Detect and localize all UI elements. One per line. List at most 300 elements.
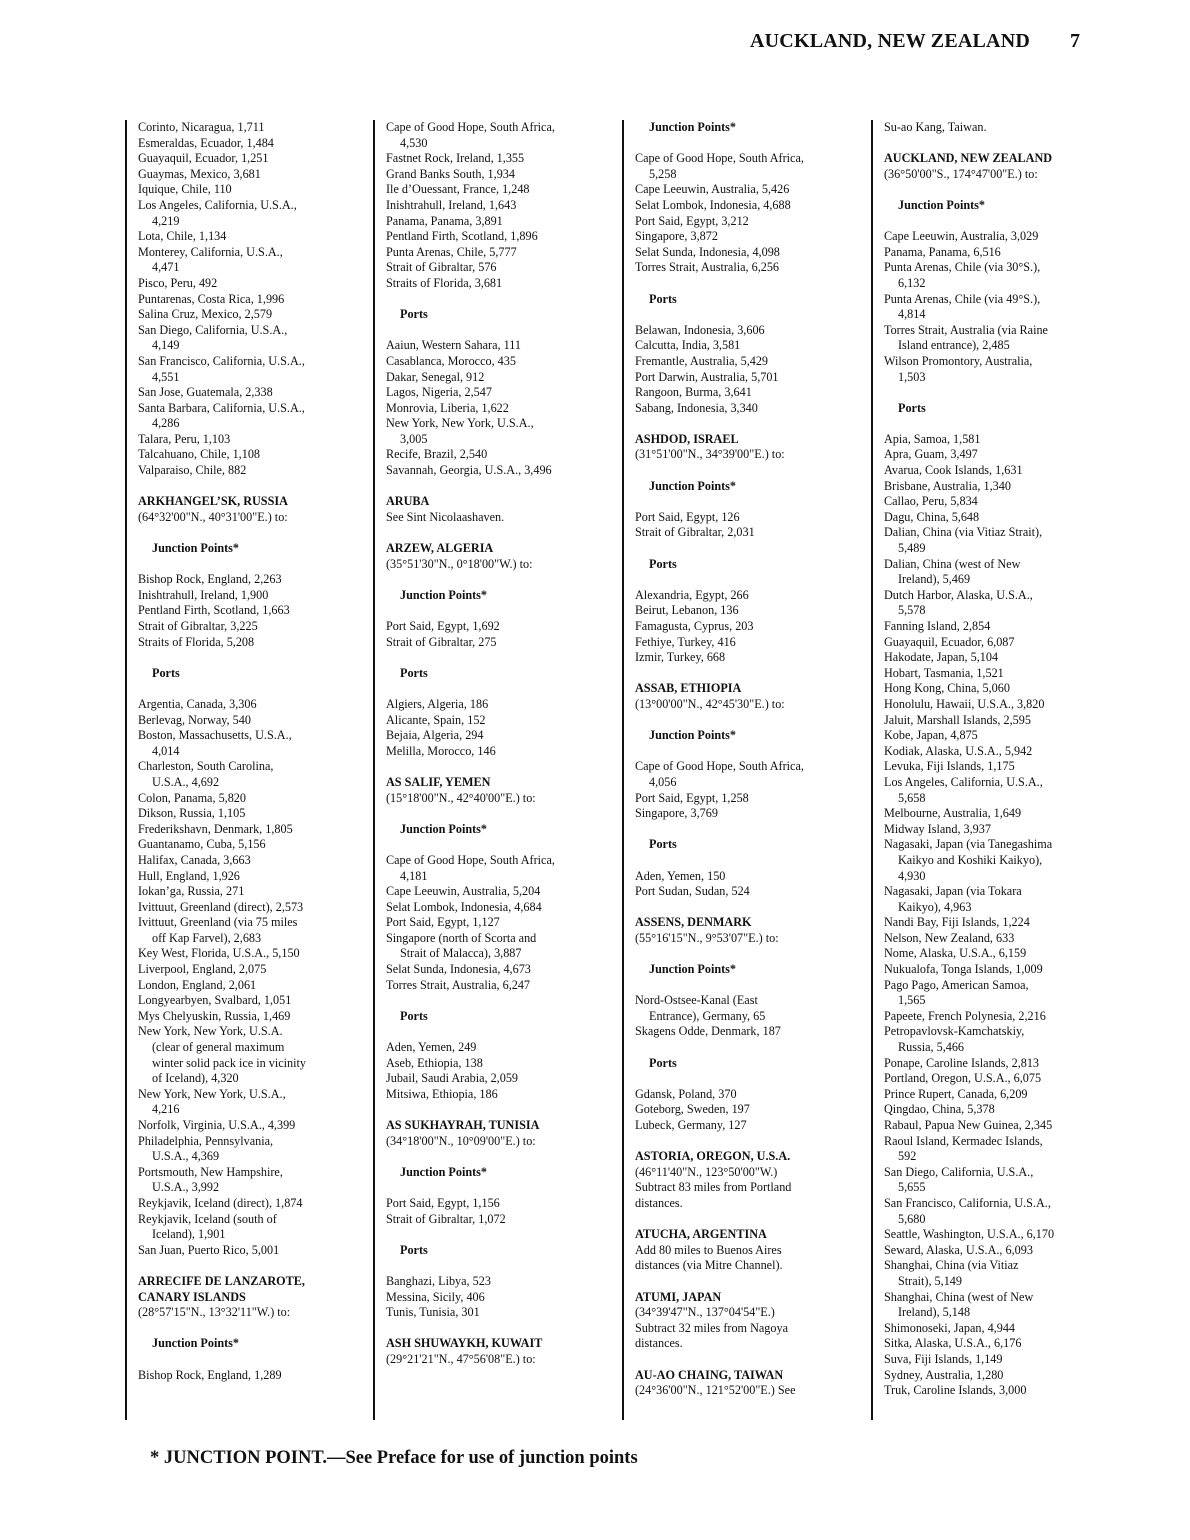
entry-line: Dalian, China (west of New [884, 556, 1021, 571]
entry-line: 4,530 [400, 135, 428, 150]
entry-line: (24°36'00"N., 121°52'00"E.) See [635, 1383, 796, 1398]
section-label: Junction Points* [898, 197, 986, 212]
entry-line: of Iceland), 4,320 [152, 1071, 239, 1086]
distance-table-columns [125, 120, 1085, 1420]
entry-line: Jubail, Saudi Arabia, 2,059 [386, 1071, 519, 1086]
entry-line: Berlevag, Norway, 540 [138, 712, 251, 727]
entry-line: Raoul Island, Kermadec Islands, [884, 1133, 1043, 1148]
entry-line: Prince Rupert, Canada, 6,209 [884, 1086, 1028, 1101]
entry-line: Strait of Gibraltar, 2,031 [635, 525, 755, 540]
spacer [138, 525, 368, 541]
entry-line: 5,680 [898, 1211, 926, 1226]
entry-line: Guantanamo, Cuba, 5,156 [138, 837, 266, 852]
entry-line: Strait of Gibraltar, 3,225 [138, 619, 258, 633]
entry-line: Iquique, Chile, 110 [138, 182, 232, 197]
section-label: Junction Points* [649, 120, 737, 134]
entry-line: (clear of general maximum [152, 1040, 285, 1055]
entry-line: 4,149 [152, 338, 180, 353]
entry-line: off Kap Farvel), 2,683 [152, 930, 262, 945]
entry-line: Dagu, China, 5,648 [884, 509, 980, 524]
section-label: Ports [649, 291, 677, 306]
section-label: Junction Points* [152, 541, 240, 556]
entry-line: Straits of Florida, 3,681 [386, 275, 503, 290]
section-label: Ports [898, 400, 926, 415]
entry-heading: AS SUKHAYRAH, TUNISIA [386, 1118, 540, 1132]
entry-line: Subtract 32 miles from Nagoya [635, 1320, 788, 1335]
section-label: Ports [400, 1008, 428, 1023]
entry-line: Bishop Rock, England, 1,289 [138, 1367, 282, 1382]
entry-line: Papeete, French Polynesia, 2,216 [884, 1008, 1046, 1023]
entry-line: Panama, Panama, 6,516 [884, 244, 1001, 259]
entry-line: Pisco, Peru, 492 [138, 275, 218, 290]
entry-line: Monterey, California, U.S.A., [138, 244, 283, 259]
entry-line: 4,930 [898, 868, 926, 883]
entry-line: Gdansk, Poland, 370 [635, 1086, 737, 1101]
spacer [386, 837, 616, 853]
entry-line: Cape Leeuwin, Australia, 5,204 [386, 884, 541, 899]
entry-heading: ASH SHUWAYKH, KUWAIT [386, 1336, 543, 1351]
entry-line: (46°11'40"N., 123°50'00"W.) [635, 1164, 778, 1179]
entry-line: Apia, Samoa, 1,581 [884, 431, 981, 446]
entry-line: Port Said, Egypt, 3,212 [635, 213, 749, 228]
entry-line: U.S.A., 3,992 [152, 1180, 220, 1195]
section-label: Junction Points* [649, 728, 737, 743]
entry-line: Russia, 5,466 [898, 1040, 965, 1055]
entry-line: Kaikyo), 4,963 [898, 899, 972, 914]
spacer [138, 1258, 368, 1274]
entry-line: San Francisco, California, U.S.A., [884, 1195, 1051, 1210]
entry-line: Lota, Chile, 1,134 [138, 229, 227, 244]
entry-line: Talara, Peru, 1,103 [138, 431, 231, 446]
entry-line: Strait), 5,149 [898, 1273, 962, 1288]
entry-line: Nelson, New Zealand, 633 [884, 930, 1015, 945]
entry-line: Truk, Caroline Islands, 3,000 [884, 1383, 1027, 1398]
section-label: Junction Points* [649, 478, 737, 493]
entry-line: Lagos, Nigeria, 2,547 [386, 385, 492, 400]
spacer [884, 214, 1094, 230]
entry-line: Guayaquil, Ecuador, 6,087 [884, 634, 1015, 649]
entry-line: Hobart, Tasmania, 1,521 [884, 665, 1004, 680]
entry-line: Pago Pago, American Samoa, [884, 977, 1029, 992]
entry-line: (34°39'47"N., 137°04'54"E.) [635, 1305, 775, 1320]
entry-line: Cape Leeuwin, Australia, 5,426 [635, 182, 790, 197]
entry-line: Singapore (north of Scorta and [386, 930, 537, 945]
entry-line: Seattle, Washington, U.S.A., 6,170 [884, 1227, 1055, 1242]
spacer [386, 1258, 616, 1274]
entry-line: Algiers, Algeria, 186 [386, 696, 489, 711]
spacer [635, 136, 865, 152]
entry-line: Argentia, Canada, 3,306 [138, 696, 257, 711]
entry-line: Charleston, South Carolina, [138, 759, 274, 774]
spacer [884, 182, 1094, 198]
entry-line: 4,181 [400, 868, 428, 883]
entry-line: 592 [898, 1149, 917, 1164]
entry-line: 1,565 [898, 993, 926, 1008]
entry-line: Iokan’ga, Russia, 271 [138, 884, 245, 899]
spacer [386, 292, 616, 308]
spacer [635, 572, 865, 588]
spacer [635, 307, 865, 323]
spacer [138, 1321, 368, 1337]
entry-line: San Jose, Guatemala, 2,338 [138, 385, 273, 400]
entry-line: Aaiun, Western Sahara, 111 [386, 338, 521, 353]
section-label: Junction Points* [400, 821, 488, 836]
spacer [386, 759, 616, 775]
entry-line: Nagasaki, Japan (via Tokara [884, 884, 1022, 899]
entry-line: 6,132 [898, 275, 926, 290]
spacer [884, 416, 1094, 432]
entry-line: Add 80 miles to Buenos Aires [635, 1242, 782, 1257]
spacer [386, 1024, 616, 1040]
spacer [386, 525, 616, 541]
entry-line: Kaikyo and Koshiki Kaikyo), [898, 852, 1043, 867]
entry-line: Santa Barbara, California, U.S.A., [138, 400, 305, 415]
section-label: Junction Points* [649, 962, 737, 977]
entry-line: Suva, Fiji Islands, 1,149 [884, 1351, 1003, 1366]
entry-line: Longyearbyen, Svalbard, 1,051 [138, 993, 292, 1008]
entry-line: Salina Cruz, Mexico, 2,579 [138, 307, 273, 322]
spacer [386, 806, 616, 822]
entry-heading: ATUMI, JAPAN [635, 1289, 722, 1304]
entry-line: Melilla, Morocco, 146 [386, 743, 496, 758]
entry-line: Norfolk, Virginia, U.S.A., 4,399 [138, 1118, 296, 1132]
entry-line: Cape Leeuwin, Australia, 3,029 [884, 229, 1039, 244]
entry-heading: ARKHANGEL’SK, RUSSIA [138, 494, 288, 509]
entry-line: Avarua, Cook Islands, 1,631 [884, 463, 1023, 478]
entry-line: distances. [635, 1195, 683, 1210]
spacer [635, 666, 865, 682]
entry-line: San Diego, California, U.S.A., [138, 322, 288, 337]
running-header [0, 30, 1190, 60]
entry-line: Lubeck, Germany, 127 [635, 1118, 747, 1132]
spacer [635, 1071, 865, 1087]
entry-line: Dikson, Russia, 1,105 [138, 806, 246, 821]
entry-line: Port Said, Egypt, 1,156 [386, 1195, 500, 1210]
entry-line: Rabaul, Papua New Guinea, 2,345 [884, 1118, 1053, 1132]
entry-line: Philadelphia, Pennsylvania, [138, 1133, 274, 1148]
spacer [635, 541, 865, 557]
entry-line: Strait of Gibraltar, 576 [386, 260, 497, 275]
entry-line: Esmeraldas, Ecuador, 1,484 [138, 135, 274, 150]
entry-line: winter solid pack ice in vicinity [152, 1055, 306, 1070]
entry-line: Cape of Good Hope, South Africa, [386, 852, 555, 867]
entry-line: U.S.A., 4,692 [152, 774, 220, 789]
spacer [635, 416, 865, 432]
section-label: Junction Points* [152, 1336, 240, 1351]
entry-line: San Francisco, California, U.S.A., [138, 353, 305, 368]
entry-line: Iceland), 1,901 [152, 1227, 226, 1242]
entry-heading: ASSENS, DENMARK [635, 915, 752, 930]
entry-line: Entrance), Germany, 65 [649, 1008, 766, 1023]
section-label: Ports [152, 665, 180, 680]
entry-line: 4,056 [649, 774, 677, 789]
entry-line: Dutch Harbor, Alaska, U.S.A., [884, 587, 1033, 602]
entry-line: Tunis, Tunisia, 301 [386, 1305, 480, 1320]
spacer [386, 681, 616, 697]
entry-line: Ile d’Ouessant, France, 1,248 [386, 182, 530, 197]
entry-line: Corinto, Nicaragua, 1,711 [138, 120, 265, 134]
entry-line: Dalian, China (via Vitiaz Strait), [884, 525, 1043, 540]
entry-heading: AU-AO CHAING, TAIWAN [635, 1367, 784, 1382]
entry-line: Bejaia, Algeria, 294 [386, 728, 484, 743]
entry-line: Torres Strait, Australia (via Raine [884, 322, 1048, 337]
entry-line: Hakodate, Japan, 5,104 [884, 650, 999, 665]
spacer [635, 978, 865, 994]
spacer [884, 136, 1094, 152]
entry-line: Aden, Yemen, 150 [635, 868, 726, 883]
section-label: Ports [400, 1242, 428, 1257]
spacer [138, 650, 368, 666]
spacer [635, 713, 865, 729]
entry-line: Casablanca, Morocco, 435 [386, 353, 516, 368]
entry-heading: ATUCHA, ARGENTINA [635, 1227, 767, 1242]
page-title: AUCKLAND, NEW ZEALAND [750, 30, 1030, 52]
entry-line: 5,578 [898, 603, 926, 618]
entry-line: (36°50'00"S., 174°47'00"E.) to: [884, 166, 1038, 181]
entry-line: 4,814 [898, 307, 926, 322]
entry-line: Shanghai, China (via Vitiaz [884, 1258, 1019, 1273]
entry-line: Los Angeles, California, U.S.A., [884, 774, 1043, 789]
entry-line: Singapore, 3,769 [635, 806, 718, 821]
entry-line: Aden, Yemen, 249 [386, 1040, 477, 1055]
entry-line: Fremantle, Australia, 5,429 [635, 353, 769, 368]
entry-line: (34°18'00"N., 10°09'00"E.) to: [386, 1133, 536, 1148]
entry-line: Nord-Ostsee-Kanal (East [635, 993, 758, 1008]
entry-line: Cape of Good Hope, South Africa, [635, 759, 804, 774]
entry-line: Portland, Oregon, U.S.A., 6,075 [884, 1071, 1042, 1086]
spacer [138, 1352, 368, 1368]
entry-line: Port Darwin, Australia, 5,701 [635, 369, 779, 384]
spacer [386, 1227, 616, 1243]
entry-line: Halifax, Canada, 3,663 [138, 852, 251, 867]
entry-line: Boston, Massachusetts, U.S.A., [138, 728, 292, 743]
entry-line: Sabang, Indonesia, 3,340 [635, 400, 758, 415]
entry-line: Port Said, Egypt, 1,692 [386, 619, 500, 633]
entry-line: Levuka, Fiji Islands, 1,175 [884, 759, 1015, 774]
entry-line: Messina, Sicily, 406 [386, 1289, 485, 1304]
column-2 [373, 120, 616, 1420]
entry-line: Qingdao, China, 5,378 [884, 1102, 995, 1117]
entry-line: Torres Strait, Australia, 6,247 [386, 977, 531, 992]
entry-line: Port Said, Egypt, 126 [635, 509, 740, 524]
entry-line: Jaluit, Marshall Islands, 2,595 [884, 712, 1031, 727]
entry-line: Selat Sunda, Indonesia, 4,098 [635, 244, 780, 259]
entry-line: Port Said, Egypt, 1,127 [386, 915, 500, 930]
spacer [386, 572, 616, 588]
entry-line: Su-ao Kang, Taiwan. [884, 120, 987, 134]
entry-line: Apra, Guam, 3,497 [884, 447, 978, 462]
entry-line: 4,551 [152, 369, 180, 384]
entry-line: Savannah, Georgia, U.S.A., 3,496 [386, 463, 552, 478]
entry-line: Port Said, Egypt, 1,258 [635, 790, 749, 805]
entry-line: Fethiye, Turkey, 416 [635, 634, 736, 649]
entry-line: (55°16'15"N., 9°53'07"E.) to: [635, 930, 779, 945]
entry-line: Aseb, Ethiopia, 138 [386, 1055, 483, 1070]
section-label: Ports [649, 837, 677, 852]
spacer [635, 1274, 865, 1290]
entry-heading: ARZEW, ALGERIA [386, 541, 494, 556]
entry-line: Shimonoseki, Japan, 4,944 [884, 1320, 1016, 1335]
entry-line: Alexandria, Egypt, 266 [635, 587, 749, 602]
entry-line: Subtract 83 miles from Portland [635, 1180, 792, 1195]
spacer [884, 385, 1094, 401]
entry-line: Sitka, Alaska, U.S.A., 6,176 [884, 1336, 1022, 1351]
entry-line: Talcahuano, Chile, 1,108 [138, 447, 261, 462]
entry-line: Fastnet Rock, Ireland, 1,355 [386, 151, 525, 166]
entry-line: Midway Island, 3,937 [884, 821, 991, 836]
entry-line: Wilson Promontory, Australia, [884, 353, 1033, 368]
entry-line: Cape of Good Hope, South Africa, [386, 120, 555, 134]
entry-line: San Juan, Puerto Rico, 5,001 [138, 1242, 280, 1257]
spacer [635, 463, 865, 479]
entry-line: Ireland), 5,148 [898, 1305, 971, 1320]
entry-line: Selat Sunda, Indonesia, 4,673 [386, 962, 531, 977]
section-label: Ports [400, 307, 428, 322]
entry-line: Puntarenas, Costa Rica, 1,996 [138, 291, 285, 306]
entry-line: Torres Strait, Australia, 6,256 [635, 260, 780, 275]
entry-line: Straits of Florida, 5,208 [138, 634, 255, 649]
entry-line: 4,014 [152, 743, 180, 758]
entry-line: Ponape, Caroline Islands, 2,813 [884, 1055, 1040, 1070]
entry-heading: ARRECIFE DE LANZAROTE, [138, 1273, 305, 1288]
entry-line: San Diego, California, U.S.A., [884, 1164, 1034, 1179]
section-label: Ports [649, 556, 677, 571]
section-label: Ports [400, 665, 428, 680]
entry-line: 4,219 [152, 213, 180, 228]
entry-line: Dakar, Senegal, 912 [386, 369, 485, 384]
entry-line: distances (via Mitre Channel). [635, 1258, 783, 1273]
entry-line: Pentland Firth, Scotland, 1,663 [138, 603, 290, 618]
entry-line: Ivittuut, Greenland (direct), 2,573 [138, 899, 304, 914]
entry-line: Guayaquil, Ecuador, 1,251 [138, 151, 269, 166]
entry-line: Island entrance), 2,485 [898, 338, 1010, 353]
entry-line: Selat Lombok, Indonesia, 4,688 [635, 197, 791, 212]
entry-line: Punta Arenas, Chile (via 49°S.), [884, 291, 1041, 306]
entry-line: Port Sudan, Sudan, 524 [635, 884, 750, 899]
entry-line: distances. [635, 1336, 683, 1351]
entry-line: Melbourne, Australia, 1,649 [884, 806, 1022, 821]
footnote: * JUNCTION POINT.—See Preface for use of junction points [150, 1448, 638, 1468]
spacer [386, 603, 616, 619]
section-label: Ports [649, 1055, 677, 1070]
entry-line: (64°32'00"N., 40°31'00"E.) to: [138, 509, 288, 524]
entry-line: (29°21'21"N., 47°56'08"E.) to: [386, 1351, 536, 1366]
entry-line: See Sint Nicolaashaven. [386, 509, 505, 524]
entry-line: Strait of Malacca), 3,887 [400, 946, 522, 961]
spacer [635, 1134, 865, 1150]
entry-line: Petropavlovsk-Kamchatskiy, [884, 1024, 1025, 1039]
entry-line: Hong Kong, China, 5,060 [884, 681, 1010, 696]
entry-line: 5,489 [898, 541, 926, 556]
spacer [635, 1352, 865, 1368]
entry-line: Reykjavik, Iceland (direct), 1,874 [138, 1195, 303, 1210]
spacer [386, 650, 616, 666]
entry-line: Brisbane, Australia, 1,340 [884, 478, 1011, 493]
entry-line: Banghazi, Libya, 523 [386, 1273, 491, 1288]
entry-line: Inishtrahull, Ireland, 1,643 [386, 197, 517, 212]
entry-heading: ARUBA [386, 494, 430, 509]
entry-line: 5,658 [898, 790, 926, 805]
entry-line: Selat Lombok, Indonesia, 4,684 [386, 899, 542, 914]
entry-line: Ivittuut, Greenland (via 75 miles [138, 915, 298, 930]
entry-heading: AUCKLAND, NEW ZEALAND [884, 151, 1053, 166]
entry-line: 4,286 [152, 416, 180, 431]
entry-line: Bishop Rock, England, 2,263 [138, 572, 282, 587]
entry-line: 4,216 [152, 1102, 180, 1117]
entry-line: (13°00'00"N., 42°45'30"E.) to: [635, 696, 785, 711]
entry-line: U.S.A., 4,369 [152, 1149, 220, 1164]
spacer [386, 479, 616, 495]
section-label: Junction Points* [400, 587, 488, 602]
entry-line: Nukualofa, Tonga Islands, 1,009 [884, 962, 1043, 977]
entry-line: Reykjavik, Iceland (south of [138, 1211, 277, 1226]
entry-line: Ireland), 5,469 [898, 572, 971, 587]
entry-heading: ASHDOD, ISRAEL [635, 431, 739, 446]
entry-line: Rangoon, Burma, 3,641 [635, 385, 752, 400]
entry-heading: AS SALIF, YEMEN [386, 774, 491, 789]
spacer [635, 946, 865, 962]
entry-line: Callao, Peru, 5,834 [884, 494, 978, 509]
entry-line: Hull, England, 1,926 [138, 868, 240, 883]
spacer [386, 1149, 616, 1165]
entry-line: Cape of Good Hope, South Africa, [635, 151, 804, 166]
entry-line: Strait of Gibraltar, 275 [386, 634, 497, 649]
spacer [635, 494, 865, 510]
column-4 [871, 120, 1094, 1420]
entry-line: Honolulu, Hawaii, U.S.A., 3,820 [884, 696, 1045, 711]
entry-line: Goteborg, Sweden, 197 [635, 1102, 750, 1117]
entry-line: Punta Arenas, Chile (via 30°S.), [884, 260, 1041, 275]
entry-line: Inishtrahull, Ireland, 1,900 [138, 587, 269, 602]
entry-line: Nandi Bay, Fiji Islands, 1,224 [884, 915, 1030, 930]
entry-line: Nagasaki, Japan (via Tanegashima [884, 837, 1053, 852]
spacer [386, 1102, 616, 1118]
spacer [386, 1180, 616, 1196]
entry-line: Singapore, 3,872 [635, 229, 718, 244]
entry-line: 4,471 [152, 260, 180, 275]
entry-line: Pentland Firth, Scotland, 1,896 [386, 229, 538, 244]
entry-line: Recife, Brazil, 2,540 [386, 447, 488, 462]
entry-line: Guaymas, Mexico, 3,681 [138, 166, 261, 181]
entry-line: Belawan, Indonesia, 3,606 [635, 322, 765, 337]
entry-line: Nome, Alaska, U.S.A., 6,159 [884, 946, 1027, 961]
entry-line: 1,503 [898, 369, 926, 384]
entry-line: New York, New York, U.S.A., [138, 1086, 286, 1101]
spacer [138, 479, 368, 495]
spacer [635, 822, 865, 838]
section-label: Junction Points* [400, 1164, 488, 1179]
entry-line: Panama, Panama, 3,891 [386, 213, 503, 228]
entry-line: Key West, Florida, U.S.A., 5,150 [138, 946, 300, 961]
spacer [138, 557, 368, 573]
entry-heading: ASTORIA, OREGON, U.S.A. [635, 1149, 791, 1164]
spacer [635, 1040, 865, 1056]
spacer [386, 1321, 616, 1337]
entry-line: Mitsiwa, Ethiopia, 186 [386, 1086, 498, 1101]
entry-line: Punta Arenas, Chile, 5,777 [386, 244, 517, 259]
entry-line: Sydney, Australia, 1,280 [884, 1367, 1004, 1382]
entry-line: Calcutta, India, 3,581 [635, 338, 741, 353]
spacer [635, 744, 865, 760]
entry-line: Seward, Alaska, U.S.A., 6,093 [884, 1242, 1033, 1257]
spacer [386, 323, 616, 339]
spacer [635, 276, 865, 292]
entry-line: Strait of Gibraltar, 1,072 [386, 1211, 506, 1226]
entry-line: 5,655 [898, 1180, 926, 1195]
entry-line: 5,258 [649, 166, 677, 181]
spacer [138, 681, 368, 697]
entry-line: Alicante, Spain, 152 [386, 712, 486, 727]
